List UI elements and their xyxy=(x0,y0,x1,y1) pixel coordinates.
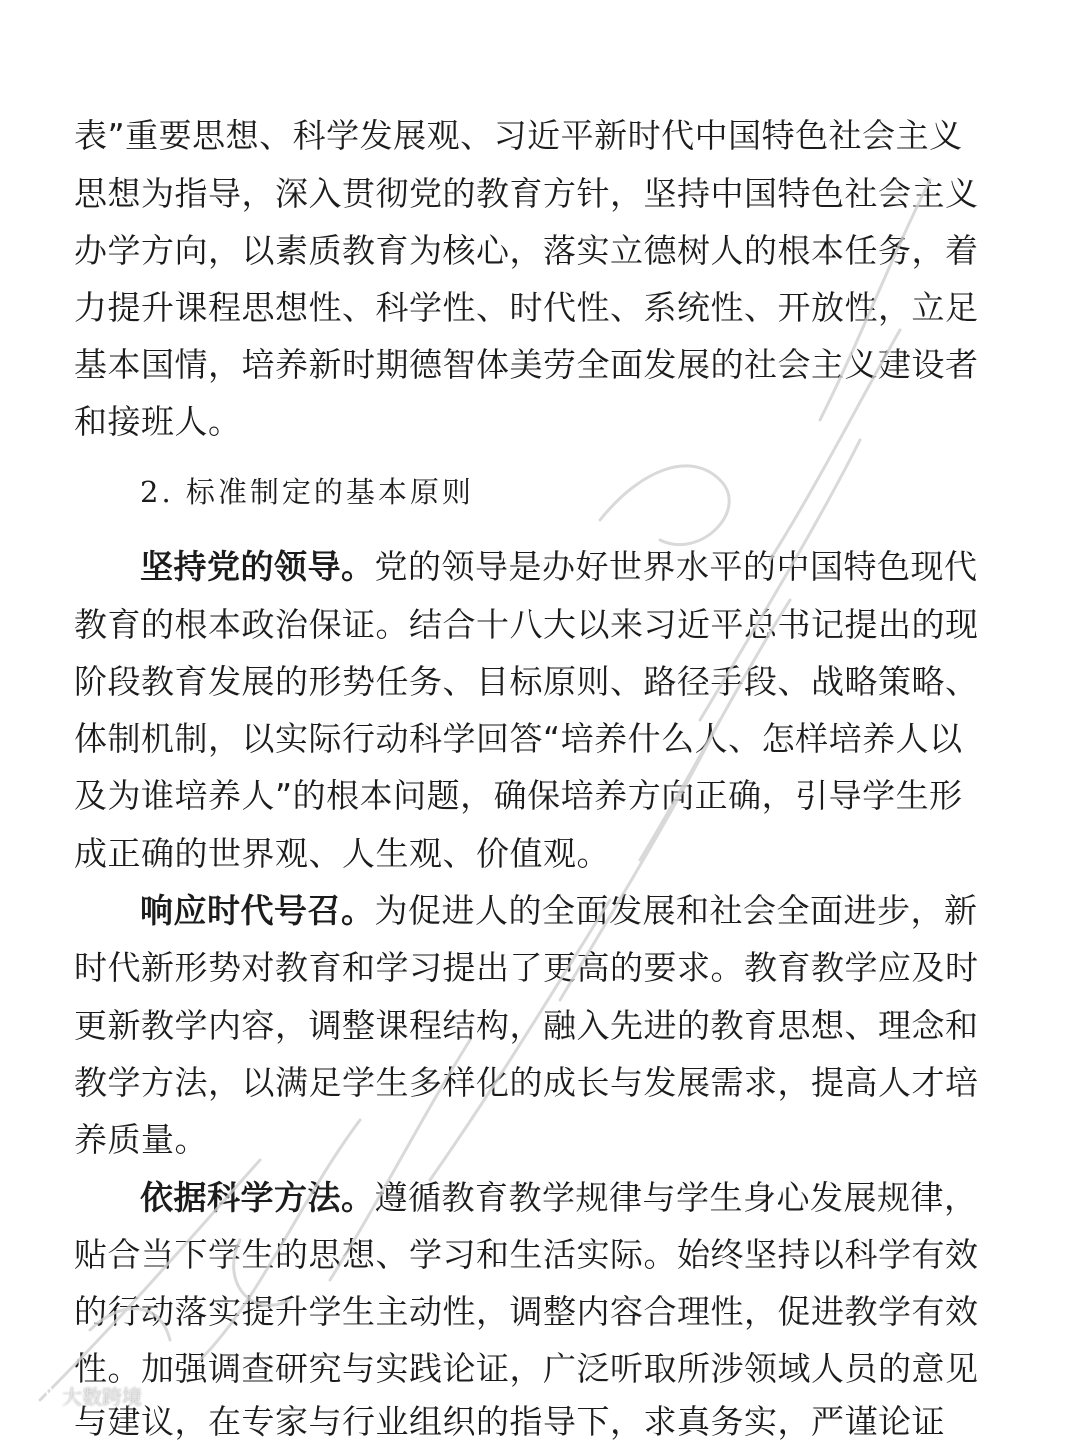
paragraph-line: 养质量。 xyxy=(74,1120,208,1159)
paragraph-line: 与建议，在专家与行业组织的指导下，求真务实，严谨论证 xyxy=(74,1402,945,1441)
paragraph-line: 的行动落实提升学生主动性，调整内容合理性，促进教学有效 xyxy=(74,1292,979,1331)
paragraph-line: 力提升课程思想性、科学性、时代性、系统性、开放性，立足 xyxy=(74,288,979,327)
paragraph-line: 教学方法，以满足学生多样化的成长与发展需求，提高人才培 xyxy=(74,1063,979,1102)
paragraph-line: 时代新形势对教育和学习提出了更高的要求。教育教学应及时 xyxy=(74,948,979,987)
principle-first-line xyxy=(140,891,978,931)
paragraph-line: 思想为指导，深入贯彻党的教育方针，坚持中国特色社会主义 xyxy=(74,174,979,213)
paragraph-line: 和接班人。 xyxy=(74,402,242,441)
principle-first-line xyxy=(140,1178,978,1218)
paragraph-line: 表”重要思想、科学发展观、习近平新时代中国特色社会主义 xyxy=(74,116,963,155)
paragraph-line: 及为谁培养人”的根本问题，确保培养方向正确，引导学生形 xyxy=(74,776,963,815)
paragraph-line: 贴合当下学生的思想、学习和生活实际。始终坚持以科学有效 xyxy=(74,1235,979,1274)
paragraph-line: 阶段教育发展的形势任务、目标原则、路径手段、战略策略、 xyxy=(74,662,979,701)
weibo-logo-icon xyxy=(12,1383,54,1407)
paragraph-line: 成正确的世界观、人生观、价值观。 xyxy=(74,834,610,873)
paragraph-line: 办学方向，以素质教育为核心，落实立德树人的根本任务，着 xyxy=(74,231,979,270)
principle-text: 党的领导是办好世界水平的中国特色现代 xyxy=(374,547,978,586)
principle-text: 为促进人的全面发展和社会全面进步，新 xyxy=(374,891,978,930)
paragraph-line: 体制机制，以实际行动科学回答“培养什么人、怎样培养人以 xyxy=(74,719,963,758)
paragraph-line: 更新教学内容，调整课程结构，融入先进的教育思想、理念和 xyxy=(74,1006,979,1045)
paragraph-line: 基本国情，培养新时期德智体美劳全面发展的社会主义建设者 xyxy=(74,345,979,384)
platform-watermark xyxy=(12,1380,142,1410)
principle-title: 坚持党的领导。 xyxy=(140,547,375,586)
principle-text: 遵循教育教学规律与学生身心发展规律， xyxy=(374,1178,978,1217)
principle-title: 响应时代号召。 xyxy=(140,891,375,930)
paragraph-line: 性。加强调查研究与实践论证，广泛听取所涉领域人员的意见 xyxy=(74,1349,979,1388)
principle-first-line xyxy=(140,547,978,587)
platform-watermark-label: 大数跨境 xyxy=(62,1384,142,1409)
principle-title: 依据科学方法。 xyxy=(140,1178,375,1217)
paragraph-line: 教育的根本政治保证。结合十八大以来习近平总书记提出的现 xyxy=(74,605,979,644)
section-heading: 2. 标准制定的基本原则 xyxy=(140,475,474,509)
